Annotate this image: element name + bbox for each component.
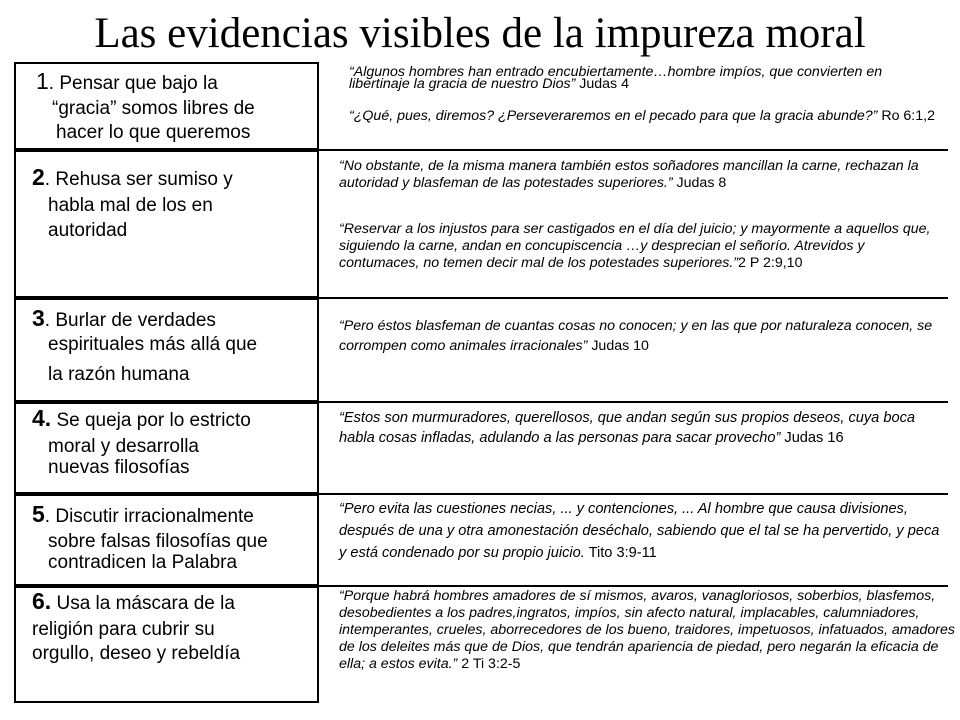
evidence-number: 2 bbox=[32, 164, 45, 190]
table-row bbox=[14, 298, 943, 402]
evidence-line: autoridad bbox=[48, 220, 128, 241]
evidence-line: “gracia” somos libres de bbox=[52, 98, 255, 119]
row-divider bbox=[319, 297, 948, 299]
row-divider bbox=[319, 149, 948, 151]
table-row bbox=[14, 586, 955, 703]
row-divider bbox=[319, 493, 948, 495]
evidence-line: nuevas filosofías bbox=[48, 457, 190, 478]
evidence-cell bbox=[14, 150, 319, 298]
scripture-cell bbox=[339, 586, 955, 703]
scripture-reference: Judas 8 bbox=[672, 175, 727, 191]
scripture-quote: “¿Qué, pues, diremos? ¿Perseveraremos en el pecado para que la gracia abunde?” Ro 6:1,2 bbox=[349, 108, 935, 124]
scripture-quote: “Algunos hombres han entrado encubiertamente…hombre impíos, que convierten en libertinaje la gracia de nuestro Dios” Judas 4 bbox=[349, 64, 883, 92]
scripture-reference: Judas 16 bbox=[780, 430, 844, 446]
evidence-table bbox=[14, 62, 955, 703]
evidence-line: hacer lo que queremos bbox=[56, 122, 251, 143]
scripture-quote: “No obstante, de la misma manera también estos soñadores mancillan la carne, rechazan la autoridad y blasfeman de las potestades superiores.” Judas 8 bbox=[339, 158, 919, 191]
scripture-quote: “Pero evita las cuestiones necias, ... y contenciones, ... Al hombre que causa divisiones, después de una y otra amonestación deséchalo, sabiendo que el tal se ha pervertido, y peca y está condenado por su propio juicio. Tito 3:9-11 bbox=[339, 501, 940, 561]
evidence-line: sobre falsas filosofías que bbox=[48, 531, 268, 552]
table-row bbox=[14, 62, 943, 150]
evidence-cell bbox=[14, 62, 319, 150]
scripture-cell bbox=[339, 494, 943, 586]
evidence-line: orgullo, deseo y rebeldía bbox=[32, 643, 241, 664]
scripture-cell bbox=[339, 62, 943, 150]
table-row bbox=[14, 494, 943, 586]
scripture-reference: 2 Ti 3:2-5 bbox=[457, 656, 521, 672]
table-row bbox=[14, 150, 943, 298]
evidence-cell bbox=[14, 494, 319, 586]
scripture-reference: Judas 4 bbox=[575, 76, 629, 92]
evidence-line: 1. Pensar que bajo la bbox=[36, 68, 218, 94]
evidence-line: contradicen la Palabra bbox=[48, 552, 238, 573]
evidence-line: moral y desarrolla bbox=[48, 436, 199, 457]
evidence-line: 5. Discutir irracionalmente bbox=[32, 501, 254, 527]
scripture-reference: Tito 3:9-11 bbox=[584, 545, 657, 561]
evidence-cell bbox=[14, 298, 319, 402]
scripture-quote: “Pero éstos blasfeman de cuantas cosas no conocen; y en las que por naturaleza conocen, se corrompen como animales irracionales” Judas 10 bbox=[339, 318, 933, 354]
evidence-number: 6. bbox=[32, 588, 52, 614]
row-divider bbox=[319, 585, 948, 587]
scripture-quote: “Estos son murmuradores, querellosos, que andan según sus propios deseos, cuya boca habla cosas infladas, adulando a las personas para sacar provecho” Judas 16 bbox=[339, 410, 915, 446]
scripture-cell bbox=[339, 150, 943, 298]
evidence-line: habla mal de los en bbox=[48, 195, 213, 216]
evidence-line: 2. Rehusa ser sumiso y bbox=[32, 164, 233, 190]
scripture-reference: 2 P 2:9,10 bbox=[738, 255, 803, 271]
evidence-line: espirituales más allá que bbox=[48, 334, 258, 355]
scripture-cell bbox=[339, 298, 943, 402]
scripture-quote: “Porque habrá hombres amadores de sí mismos, avaros, vanagloriosos, soberbios, blasfemos, desobedientes a los padres,ingratos, impíos, sin afecto natural, implacables, calumniadores, intemperantes, crueles, aborrecedores de los bueno, traidores, impetuosos, infatuados, amadores de los deleites más que de Dios, que tendrán apariencia de piedad, pero negarán la eficacia de ella; a estos evita.” 2 Ti 3:2-5 bbox=[339, 588, 955, 672]
evidence-line: religión para cubrir su bbox=[32, 619, 215, 640]
evidence-cell bbox=[14, 402, 319, 494]
evidence-line: 6. Usa la máscara de la bbox=[32, 588, 235, 614]
evidence-number: 3 bbox=[32, 305, 45, 331]
evidence-cell bbox=[14, 586, 319, 703]
row-divider bbox=[319, 401, 948, 403]
page-title: Las evidencias visibles de la impureza moral bbox=[94, 10, 866, 57]
evidence-number: 4. bbox=[32, 405, 52, 431]
scripture-reference: Judas 10 bbox=[587, 338, 649, 354]
table-row bbox=[14, 402, 943, 494]
scripture-quote: “Reservar a los injustos para ser castigados en el día del juicio; y mayormente a aquellos que, siguiendo la carne, andan en concupiscencia …y desprecian el señorío. Atrevidos y contumaces, no temen decir mal de los potestades superiores.”2 P 2:9,10 bbox=[339, 221, 931, 271]
evidence-number: 5 bbox=[32, 501, 45, 527]
evidence-line: la razón humana bbox=[48, 364, 190, 385]
evidence-number: 1 bbox=[36, 68, 49, 94]
evidence-line: 3. Burlar de verdades bbox=[32, 305, 216, 331]
scripture-cell bbox=[339, 402, 943, 494]
evidence-line: 4. Se queja por lo estricto bbox=[32, 405, 251, 431]
scripture-reference: Ro 6:1,2 bbox=[877, 108, 935, 124]
